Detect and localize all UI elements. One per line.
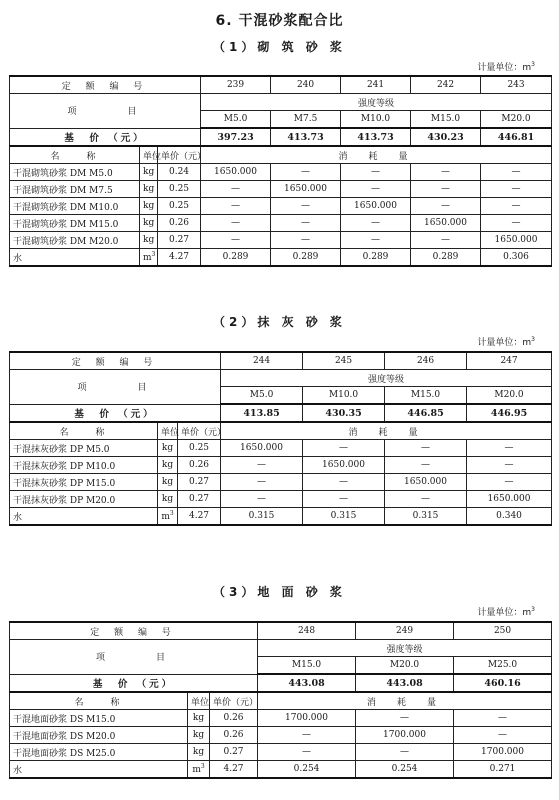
consumption-value: — — [341, 181, 411, 198]
strength-label: 强度等级 — [258, 640, 552, 657]
material-unit: kg — [188, 710, 210, 727]
strength-grade: M20.0 — [467, 387, 552, 405]
name-header: 名 称 — [10, 146, 140, 164]
material-name: 干混砌筑砂浆 DM M20.0 — [10, 232, 140, 249]
material-price: 0.26 — [178, 457, 221, 474]
unit-note: 计量单位：$m^3$ — [477, 336, 535, 348]
base-price-label: 基 价 （元） — [10, 404, 221, 422]
consumption-value: 0.271 — [454, 761, 552, 779]
consumption-value: — — [221, 491, 303, 508]
section-title-masonry: （1）砌 筑 砂 浆 — [213, 40, 346, 54]
material-price: 0.25 — [178, 440, 221, 457]
consumption-value: — — [385, 491, 467, 508]
strength-grade: M10.0 — [341, 111, 411, 129]
consumption-value: 1650.000 — [411, 215, 481, 232]
quota-code: 247 — [467, 352, 552, 370]
quota-code: 248 — [258, 622, 356, 640]
consumption-value: — — [258, 744, 356, 761]
item-label: 项 目 — [10, 370, 221, 405]
table-row — [10, 249, 552, 267]
base-price: 430.23 — [411, 128, 481, 146]
quota-code: 246 — [385, 352, 467, 370]
consumption-value: — — [481, 164, 552, 181]
consumption-value: — — [221, 457, 303, 474]
strength-label: 强度等级 — [221, 370, 552, 387]
consumption-value: — — [481, 215, 552, 232]
consumption-value: 1700.000 — [356, 727, 454, 744]
consumption-value: — — [201, 181, 271, 198]
consumption-value: — — [271, 232, 341, 249]
strength-grade: M15.0 — [258, 657, 356, 675]
base-price: 443.08 — [258, 674, 356, 692]
table-row — [10, 215, 552, 232]
table-row — [10, 640, 552, 657]
name-header: 名 称 — [10, 422, 158, 440]
quota-code-label: 定 额 编 号 — [10, 76, 201, 94]
material-name: 干混砌筑砂浆 DM M10.0 — [10, 198, 140, 215]
water-unit — [158, 508, 178, 526]
consumption-value: 0.315 — [221, 508, 303, 526]
material-name: 干混砌筑砂浆 DM M7.5 — [10, 181, 140, 198]
material-price: 0.26 — [158, 215, 201, 232]
consumption-value: 1700.000 — [454, 744, 552, 761]
unit-header: 单位 — [140, 146, 158, 164]
material-unit: kg — [158, 440, 178, 457]
material-name: 干混砌筑砂浆 DM M5.0 — [10, 164, 140, 181]
material-unit: kg — [140, 181, 158, 198]
table-row — [10, 474, 552, 491]
table-row — [10, 128, 552, 146]
material-name: 干混抹灰砂浆 DP M5.0 — [10, 440, 158, 457]
base-price: 413.73 — [341, 128, 411, 146]
consumption-value: 1650.000 — [271, 181, 341, 198]
strength-grade: M10.0 — [303, 387, 385, 405]
quota-table-masonry — [9, 75, 552, 267]
consumption-value: — — [467, 457, 552, 474]
material-unit: kg — [158, 474, 178, 491]
material-price: 0.26 — [210, 727, 258, 744]
consumption-value: — — [467, 440, 552, 457]
unit-price-header: 单价（元） — [178, 422, 221, 440]
strength-grade: M20.0 — [481, 111, 552, 129]
unit-price-header: 单价（元） — [210, 692, 258, 710]
table-row — [10, 674, 552, 692]
strength-grade: M25.0 — [454, 657, 552, 675]
unit-price-header: 单价（元） — [158, 146, 201, 164]
consumption-value: 1650.000 — [303, 457, 385, 474]
table-row — [10, 370, 552, 387]
consumption-value: 0.315 — [385, 508, 467, 526]
consumption-header: 消 耗 量 — [258, 692, 552, 710]
unit-m: m — [143, 253, 152, 263]
base-price: 460.16 — [454, 674, 552, 692]
quota-code: 243 — [481, 76, 552, 94]
unit-header: 单位 — [158, 422, 178, 440]
consumption-value: 1650.000 — [221, 440, 303, 457]
consumption-value: — — [271, 198, 341, 215]
quota-code: 245 — [303, 352, 385, 370]
consumption-value: — — [356, 710, 454, 727]
water-unit — [188, 761, 210, 779]
quota-code: 240 — [271, 76, 341, 94]
material-name: 干混地面砂浆 DS M15.0 — [10, 710, 188, 727]
consumption-value: — — [271, 215, 341, 232]
base-price: 397.23 — [201, 128, 271, 146]
consumption-header: 消 耗 量 — [221, 422, 552, 440]
table-row — [10, 727, 552, 744]
water-price: 4.27 — [210, 761, 258, 779]
material-name: 干混地面砂浆 DS M25.0 — [10, 744, 188, 761]
consumption-value: — — [271, 164, 341, 181]
table-row — [10, 76, 552, 94]
consumption-value: — — [481, 198, 552, 215]
consumption-value: — — [303, 440, 385, 457]
strength-grade: M5.0 — [201, 111, 271, 129]
material-name: 干混抹灰砂浆 DP M10.0 — [10, 457, 158, 474]
quota-table-floor — [9, 621, 552, 779]
consumption-value: — — [258, 727, 356, 744]
consumption-value: — — [411, 164, 481, 181]
material-price: 0.27 — [178, 474, 221, 491]
consumption-value: 1700.000 — [258, 710, 356, 727]
item-label: 项 目 — [10, 640, 258, 675]
base-price-label: 基 价 （元） — [10, 674, 258, 692]
consumption-header: 消 耗 量 — [201, 146, 552, 164]
material-name: 干混抹灰砂浆 DP M15.0 — [10, 474, 158, 491]
table-row — [10, 692, 552, 710]
consumption-value: — — [467, 474, 552, 491]
water-price: 4.27 — [178, 508, 221, 526]
consumption-value: 1650.000 — [201, 164, 271, 181]
water-name: 水 — [10, 508, 158, 526]
table-row — [10, 422, 552, 440]
table-row — [10, 761, 552, 779]
base-price: 446.95 — [467, 404, 552, 422]
consumption-value: — — [341, 232, 411, 249]
material-price: 0.24 — [158, 164, 201, 181]
material-unit: kg — [140, 164, 158, 181]
unit-sup: 3 — [200, 763, 205, 770]
consumption-value: 1650.000 — [481, 232, 552, 249]
material-unit: kg — [158, 491, 178, 508]
name-header: 名 称 — [10, 692, 188, 710]
consumption-value: 0.340 — [467, 508, 552, 526]
material-name: 干混砌筑砂浆 DM M15.0 — [10, 215, 140, 232]
consumption-value: — — [481, 181, 552, 198]
consumption-value: 0.289 — [411, 249, 481, 267]
material-price: 0.25 — [158, 181, 201, 198]
table-row — [10, 491, 552, 508]
quota-code-label: 定 额 编 号 — [10, 352, 221, 370]
consumption-value: — — [385, 440, 467, 457]
consumption-value: — — [341, 164, 411, 181]
strength-grade: M7.5 — [271, 111, 341, 129]
section-title-floor: （3）地 面 砂 浆 — [213, 585, 346, 599]
quota-code: 239 — [201, 76, 271, 94]
consumption-value: — — [201, 232, 271, 249]
unit-m: m — [161, 512, 170, 522]
consumption-value: — — [341, 215, 411, 232]
consumption-value: — — [411, 232, 481, 249]
quota-code: 250 — [454, 622, 552, 640]
section-title-plaster: （2）抹 灰 砂 浆 — [213, 315, 346, 329]
consumption-value: 0.315 — [303, 508, 385, 526]
quota-code: 244 — [221, 352, 303, 370]
consumption-value: — — [411, 198, 481, 215]
material-unit: kg — [140, 232, 158, 249]
base-price: 430.35 — [303, 404, 385, 422]
table-row — [10, 181, 552, 198]
unit-sup: 3 — [151, 251, 156, 258]
strength-grade: M20.0 — [356, 657, 454, 675]
base-price: 443.08 — [356, 674, 454, 692]
table-row — [10, 440, 552, 457]
item-label: 项 目 — [10, 94, 201, 129]
quota-code: 249 — [356, 622, 454, 640]
table-row — [10, 457, 552, 474]
material-price: 0.27 — [158, 232, 201, 249]
unit-note: 计量单位：$m^3$ — [477, 606, 535, 618]
water-name: 水 — [10, 761, 188, 779]
table-row — [10, 94, 552, 111]
material-name: 干混地面砂浆 DS M20.0 — [10, 727, 188, 744]
consumption-value: 1650.000 — [467, 491, 552, 508]
material-unit: kg — [188, 744, 210, 761]
consumption-value: 0.254 — [258, 761, 356, 779]
table-row — [10, 710, 552, 727]
consumption-value: — — [303, 474, 385, 491]
consumption-value: — — [411, 181, 481, 198]
unit-header: 单位 — [188, 692, 210, 710]
strength-grade: M15.0 — [411, 111, 481, 129]
material-price: 0.25 — [158, 198, 201, 215]
consumption-value: — — [221, 474, 303, 491]
table-row — [10, 232, 552, 249]
table-row — [10, 164, 552, 181]
table-row — [10, 508, 552, 526]
water-price: 4.27 — [158, 249, 201, 267]
strength-label: 强度等级 — [201, 94, 552, 111]
strength-grade: M15.0 — [385, 387, 467, 405]
material-price: 0.27 — [178, 491, 221, 508]
material-unit: kg — [158, 457, 178, 474]
table-row — [10, 352, 552, 370]
strength-grade: M5.0 — [221, 387, 303, 405]
unit-note: 计量单位：$m^3$ — [477, 61, 535, 73]
consumption-value: 0.306 — [481, 249, 552, 267]
consumption-value: — — [454, 727, 552, 744]
consumption-value: 1650.000 — [341, 198, 411, 215]
consumption-value: — — [385, 457, 467, 474]
quota-code: 242 — [411, 76, 481, 94]
consumption-value: 0.289 — [201, 249, 271, 267]
base-price: 446.85 — [385, 404, 467, 422]
quota-code-label: 定 额 编 号 — [10, 622, 258, 640]
material-unit: kg — [188, 727, 210, 744]
water-name: 水 — [10, 249, 140, 267]
table-row — [10, 198, 552, 215]
consumption-value: — — [201, 198, 271, 215]
consumption-value: 0.289 — [271, 249, 341, 267]
base-price: 413.73 — [271, 128, 341, 146]
base-price: 446.81 — [481, 128, 552, 146]
base-price: 413.85 — [221, 404, 303, 422]
page-title: 6. 干混砂浆配合比 — [215, 13, 344, 29]
consumption-value: 0.254 — [356, 761, 454, 779]
material-name: 干混抹灰砂浆 DP M20.0 — [10, 491, 158, 508]
unit-sup: 3 — [169, 510, 174, 517]
table-row — [10, 744, 552, 761]
material-price: 0.26 — [210, 710, 258, 727]
consumption-value: — — [454, 710, 552, 727]
water-unit — [140, 249, 158, 267]
consumption-value: — — [201, 215, 271, 232]
consumption-value: — — [356, 744, 454, 761]
base-price-label: 基 价 （元） — [10, 128, 201, 146]
quota-table-plaster — [9, 351, 552, 526]
material-unit: kg — [140, 198, 158, 215]
unit-m: m — [192, 765, 201, 775]
quota-code: 241 — [341, 76, 411, 94]
table-row — [10, 622, 552, 640]
consumption-value: — — [303, 491, 385, 508]
consumption-value: 1650.000 — [385, 474, 467, 491]
table-row — [10, 404, 552, 422]
consumption-value: 0.289 — [341, 249, 411, 267]
material-unit: kg — [140, 215, 158, 232]
material-price: 0.27 — [210, 744, 258, 761]
table-row — [10, 146, 552, 164]
